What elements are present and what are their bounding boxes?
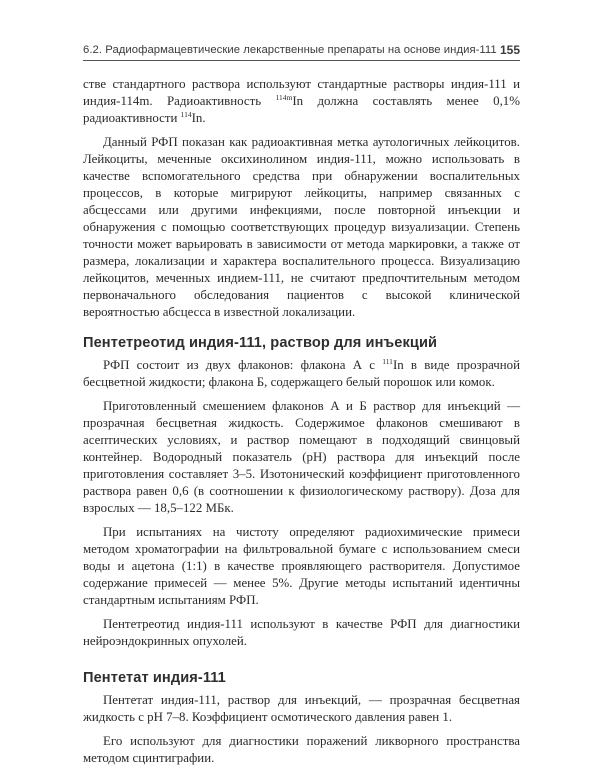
page-number: 155 [499, 43, 520, 57]
paragraph-standard-solution [83, 76, 520, 127]
section-heading-pentetate: Пентетат индия-111 [83, 670, 226, 686]
isotope-superscript: 114m [275, 93, 293, 102]
paragraph-vials [83, 357, 520, 391]
paragraph-text: In должна составлять менее 0,1% радиоактивности [83, 94, 520, 125]
paragraph-pentetate-solution: Пентетат индия-111, раствор для инъекций, — прозрачная бесцветная жидкость с pH 7–8. Коэффициент осмотического давления равен 1. [83, 693, 520, 724]
paragraph-text: стве стандартного раствора используют стандартные растворы индия-111 и индия-114m. Радиоактивность [83, 77, 520, 108]
isotope-superscript: 114 [180, 110, 192, 119]
paragraph-text: In. [191, 111, 206, 125]
paragraph-leukocytes: Данный РФП показан как радиоактивная метка аутологичных лейкоцитов. Лейкоциты, меченные оксихинолином индия-111, можно использовать в качестве вспомогательного средства при обнаружении воспалительных процессов, в которые мигрируют лейкоциты, например связанных с абсцессами или другими инфекциями, после повторной инъекции и обнаружения с помощью соответствующих процедур визуализации. Степень точности может варьировать в зависимости от метода маркировки, а также от размера, локализации и характера воспалительного процесса. Визуализацию лейкоцитов, меченных индием-111, не считают предпочтительным методом первоначального обследования пациентов с высокой клинической вероятностью абсцесса в известной локализации. [83, 135, 520, 319]
running-header-title: 6.2. Радиофармацевтические лекарственные препараты на основе индия-111 [83, 44, 497, 56]
paragraph-purity-tests: При испытаниях на чистоту определяют радиохимические примеси методом хроматографии на фильтровальной бумаге с использованием смеси воды и ацетона (1:1) в качестве проявляющего растворителя. Допустимое содержание примесей — менее 5%. Другие методы испытаний идентичны стандартным испытаниям РФП. [83, 525, 520, 607]
page-content [83, 60, 520, 767]
paragraph-text: In в виде прозрачной бесцветной жидкости; флакона Б, содержащего белый порошок или комок. [83, 358, 520, 389]
header-divider [83, 60, 520, 61]
isotope-superscript: 111 [382, 357, 393, 366]
paragraph-usage: Пентетреотид индия-111 используют в качестве РФП для диагностики нейроэндокринных опухолей. [83, 617, 520, 648]
paragraph-pentetate-usage: Его используют для диагностики поражений ликворного пространства методом сцинтиграфии. [83, 734, 520, 765]
paragraph-text: РФП состоит из двух флаконов: флакона А с [103, 358, 383, 372]
paragraph-preparation: Приготовленный смешением флаконов А и Б раствор для инъекций — прозрачная бесцветная жидкость. Содержимое флаконов смешивают в асептических условиях, и раствор помещают в подходящий свинцовый контейнер. Водородный показатель (pH) раствора для инъекций после приготовления составляет 3–5. Изотонический коэффициент приготовленного раствора равен 0,6 (в соотношении к физиологическому раствору). Доза для взрослых — 18,5–122 МБк. [83, 399, 520, 515]
section-heading-pentetreotide: Пентетреотид индия-111, раствор для инъекций [83, 335, 438, 351]
running-header [83, 0, 520, 60]
